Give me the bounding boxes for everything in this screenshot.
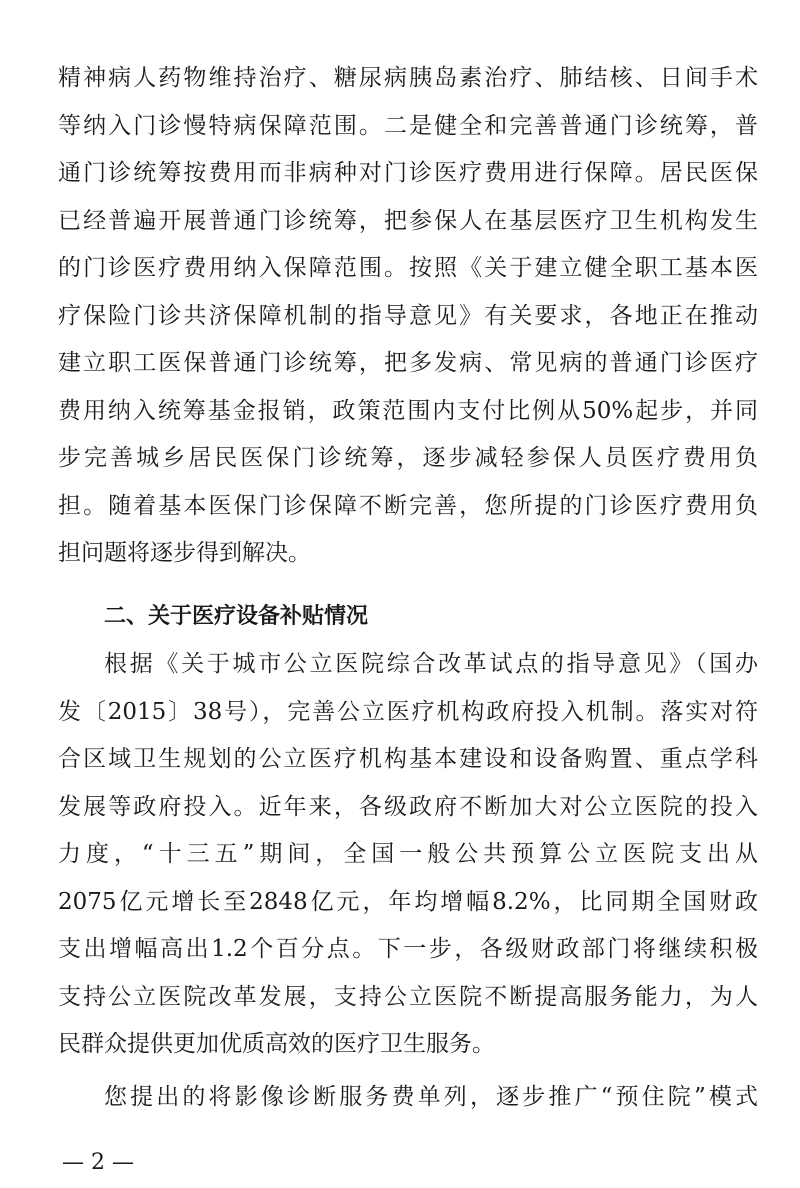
section-heading: [58, 593, 758, 641]
heading-text: 二、关于医疗设备补贴情况: [104, 604, 369, 629]
text-line: 担问题将逐步得到解决。: [58, 540, 311, 566]
text-line: 2075亿元增长至2848亿元，年均增幅8.2%，比同期全国财政: [58, 888, 758, 915]
text-line: 发展等政府投入。近年来，各级政府不断加大对公立医院的投入: [58, 793, 758, 820]
paragraph-imaging-diagnosis: [58, 1074, 758, 1122]
text-line: 民群众提供更加优质高效的医疗卫生服务。: [58, 1031, 495, 1057]
text-line: 支出增幅高出1.2个百分点。下一步，各级财政部门将继续积极: [58, 936, 758, 962]
text-line: 步完善城乡居民医保门诊统筹，逐步减轻参保人员医疗费用负: [58, 445, 758, 471]
text-line: 费用纳入统筹基金报销，政策范围内支付比例从50%起步，并同: [58, 397, 758, 424]
page-number: — 2 —: [62, 1150, 134, 1175]
paragraph-equipment-subsidy: [58, 641, 758, 1069]
text-line: 建立职工医保普通门诊统筹，把多发病、常见病的普通门诊医疗: [58, 350, 758, 376]
text-line: 已经普遍开展普通门诊统筹，把参保人在基层医疗卫生机构发生: [58, 207, 758, 234]
text-line: 根据《关于城市公立医院综合改革试点的指导意见》（国办: [104, 651, 758, 677]
text-line: 担。随着基本医保门诊保障不断完善，您所提的门诊医疗费用负: [58, 492, 758, 519]
text-line: 您提出的将影像诊断服务费单列，逐步推广“预住院”模式: [104, 1084, 758, 1110]
text-line: 发〔2015〕38号），完善公立医疗机构政府投入机制。落实对符: [58, 698, 758, 725]
text-line: 疗保险门诊共济保障机制的指导意见》有关要求，各地正在推动: [58, 302, 758, 329]
text-line: 通门诊统筹按费用而非病种对门诊医疗费用进行保障。居民医保: [58, 160, 758, 186]
text-line: 精神病人药物维持治疗、糖尿病胰岛素治疗、肺结核、日间手术: [58, 65, 758, 91]
text-line: 支持公立医院改革发展，支持公立医院不断提高服务能力，为人: [58, 983, 758, 1010]
text-line: 力度，“十三五”期间，全国一般公共预算公立医院支出从: [58, 841, 758, 867]
text-line: 等纳入门诊慢特病保障范围。二是健全和完善普通门诊统筹，普: [58, 112, 758, 139]
paragraph-outpatient-coverage: [58, 55, 758, 578]
text-line: 的门诊医疗费用纳入保障范围。按照《关于建立健全职工基本医: [58, 255, 758, 281]
text-line: 合区域卫生规划的公立医疗机构基本建设和设备购置、重点学科: [58, 746, 758, 772]
